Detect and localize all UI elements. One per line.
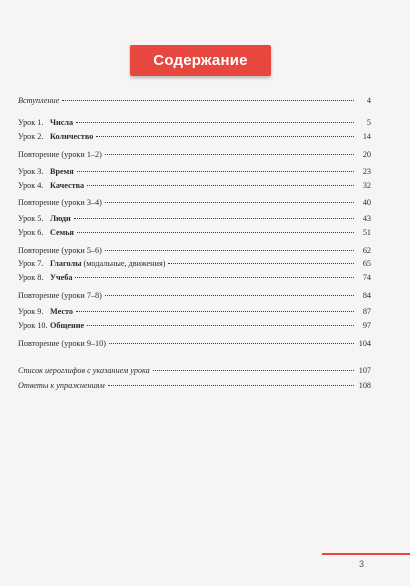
- toc-leader-dots: [109, 343, 354, 344]
- toc-lesson-title: Люди: [50, 214, 71, 223]
- toc-lesson-number: Урок 3.: [18, 167, 44, 176]
- toc-page-number: 104: [358, 339, 371, 348]
- toc-lesson-number: Урок 9.: [18, 307, 44, 316]
- toc-lesson-subtitle: (модальные, движения): [83, 259, 166, 268]
- toc-entry[interactable]: [18, 273, 371, 283]
- toc-entry[interactable]: [18, 246, 371, 256]
- toc-page-number: 62: [362, 246, 371, 255]
- toc-page-number: 20: [362, 150, 371, 159]
- toc-entry-title: Повторение (уроки 1–2): [18, 150, 102, 159]
- toc-entry[interactable]: [18, 291, 371, 301]
- toc-leader-dots: [87, 325, 354, 326]
- toc-entry[interactable]: [18, 167, 371, 177]
- toc-lesson-title: Время: [50, 167, 74, 176]
- page-number: 3: [359, 559, 365, 569]
- toc-entry[interactable]: [18, 321, 371, 331]
- toc-entry[interactable]: [18, 339, 371, 349]
- toc-lesson-title: Качества: [50, 181, 85, 190]
- toc-lesson-title: Семья: [50, 228, 74, 237]
- toc-leader-dots: [75, 277, 354, 278]
- toc-lesson-number: Урок 8.: [18, 273, 44, 282]
- toc-page-number: 23: [362, 167, 371, 176]
- toc-lesson-number: Урок 7.: [18, 259, 44, 268]
- toc-leader-dots: [76, 311, 354, 312]
- toc-leader-dots: [77, 171, 354, 172]
- toc-page-number: 14: [362, 132, 371, 141]
- toc-page-number: 65: [362, 259, 371, 268]
- toc-lesson-title: Количество: [50, 132, 94, 141]
- toc-entry-title: [50, 181, 84, 191]
- toc-entry-title: [50, 132, 93, 142]
- toc-leader-dots: [108, 385, 354, 386]
- toc-leader-dots: [74, 218, 354, 219]
- toc-page-number: 51: [362, 228, 371, 237]
- toc-entry-title: [50, 214, 71, 224]
- toc-page-number: 108: [358, 381, 371, 390]
- toc-lesson-number: Урок 2.: [18, 132, 44, 141]
- toc-leader-dots: [153, 370, 354, 371]
- toc-entry[interactable]: [18, 307, 371, 317]
- toc-entry-title: [50, 321, 84, 331]
- toc-entry-title: Список иероглифов с указанием урока: [18, 366, 150, 375]
- toc-entry-title: [50, 228, 74, 238]
- toc-page-number: 107: [358, 366, 371, 375]
- toc-leader-dots: [105, 202, 354, 203]
- footer-accent-line: [322, 553, 410, 555]
- toc-entry[interactable]: [18, 214, 371, 224]
- toc-page-number: 43: [362, 214, 371, 223]
- toc-page-number: 74: [362, 273, 371, 282]
- toc-lesson-title: Учеба: [50, 273, 73, 282]
- toc-lesson-number: Урок 10.: [18, 321, 48, 330]
- toc-page-number: 32: [362, 181, 371, 190]
- toc-lesson-number: Урок 1.: [18, 118, 44, 127]
- toc-lesson-title: Числа: [50, 118, 74, 127]
- toc-lesson-number: Урок 4.: [18, 181, 44, 190]
- toc-lesson-number: Урок 5.: [18, 214, 44, 223]
- toc-leader-dots: [105, 250, 354, 251]
- toc-lesson-number: Урок 6.: [18, 228, 44, 237]
- toc-lesson-title: Место: [50, 307, 73, 316]
- toc-entry[interactable]: [18, 118, 371, 128]
- toc-leader-dots: [105, 295, 354, 296]
- toc-leader-dots: [77, 232, 354, 233]
- toc-entry-title: Повторение (уроки 7–8): [18, 291, 102, 300]
- toc-entry-title: [50, 118, 73, 128]
- toc-lesson-title: Глаголы: [50, 259, 82, 268]
- toc-entry-title: [50, 307, 73, 317]
- toc-entry[interactable]: [18, 228, 371, 238]
- toc-entry[interactable]: [18, 366, 371, 376]
- toc-page-number: 97: [362, 321, 371, 330]
- toc-entry[interactable]: [18, 132, 371, 142]
- toc-entry-title: Вступление: [18, 96, 60, 105]
- contents-title: Содержание: [153, 52, 248, 69]
- toc-entry-title: [50, 167, 74, 177]
- toc-page-number: 5: [366, 118, 371, 127]
- toc-leader-dots: [76, 122, 354, 123]
- toc-entry[interactable]: [18, 150, 371, 160]
- toc-leader-dots: [96, 136, 354, 137]
- toc-page-number: 40: [362, 198, 371, 207]
- toc-page-number: 4: [366, 96, 371, 105]
- toc-leader-dots: [105, 154, 354, 155]
- toc-entry[interactable]: [18, 181, 371, 191]
- toc-entry[interactable]: [18, 259, 371, 269]
- toc-entry-title: Повторение (уроки 5–6): [18, 246, 102, 255]
- toc-entry[interactable]: [18, 381, 371, 391]
- toc-entry[interactable]: [18, 198, 371, 208]
- toc-entry[interactable]: [18, 96, 371, 106]
- toc-page-number: 87: [362, 307, 371, 316]
- toc-leader-dots: [62, 100, 354, 101]
- toc-lesson-title: Общение: [50, 321, 85, 330]
- toc-entry-title: Ответы к упражнениям: [18, 381, 105, 390]
- toc-page-number: 84: [362, 291, 371, 300]
- toc-entry-title: Повторение (уроки 9–10): [18, 339, 106, 348]
- toc-entry-title: [50, 259, 165, 269]
- toc-leader-dots: [87, 185, 354, 186]
- toc-entry-title: Повторение (уроки 3–4): [18, 198, 102, 207]
- toc-leader-dots: [168, 263, 354, 264]
- toc-entry-title: [50, 273, 72, 283]
